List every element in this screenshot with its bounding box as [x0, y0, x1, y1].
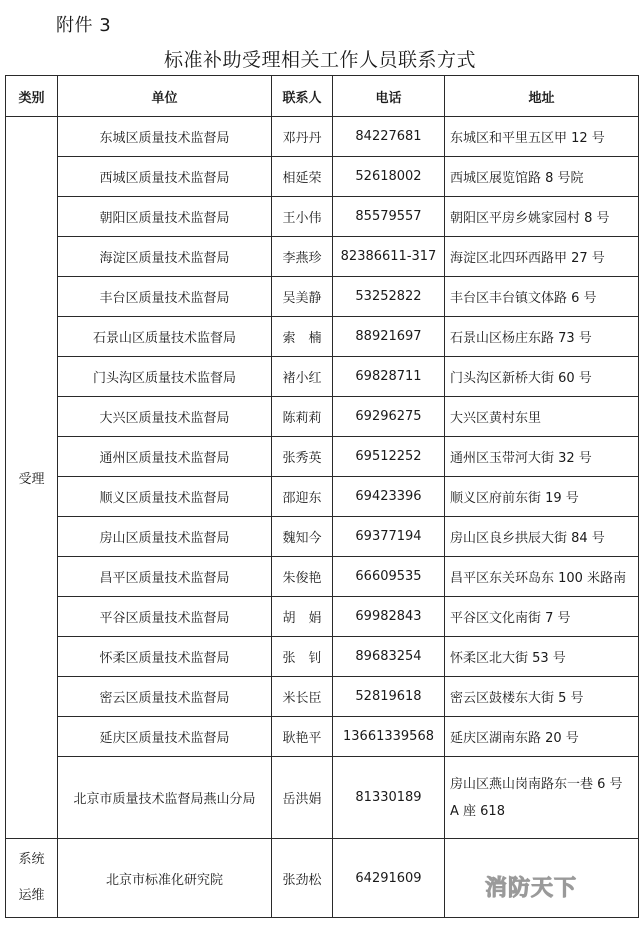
address-cell: 顺义区府前东街 19 号 [445, 477, 639, 517]
category-cell-intake: 受理 [6, 117, 58, 839]
unit-cell: 大兴区质量技术监督局 [58, 397, 272, 437]
address-cell: 门头沟区新桥大街 60 号 [445, 357, 639, 397]
phone-cell: 66609535 [333, 557, 445, 597]
unit-cell: 平谷区质量技术监督局 [58, 597, 272, 637]
phone-cell: 53252822 [333, 277, 445, 317]
address-cell: 丰台区丰台镇文体路 6 号 [445, 277, 639, 317]
address-cell: 石景山区杨庄东路 73 号 [445, 317, 639, 357]
phone-cell: 84227681 [333, 117, 445, 157]
address-cell: 房山区良乡拱辰大街 84 号 [445, 517, 639, 557]
unit-cell: 西城区质量技术监督局 [58, 157, 272, 197]
table-row [6, 677, 639, 717]
contact-cell: 邓丹丹 [272, 117, 333, 157]
address-cell [445, 757, 639, 839]
phone-cell: 69296275 [333, 397, 445, 437]
table-row [6, 157, 639, 197]
phone-cell: 82386611-317 [333, 237, 445, 277]
unit-cell: 房山区质量技术监督局 [58, 517, 272, 557]
contact-cell: 米长臣 [272, 677, 333, 717]
category-line-2: 运维 [18, 888, 45, 903]
phone-cell: 69512252 [333, 437, 445, 477]
contact-cell: 陈莉莉 [272, 397, 333, 437]
unit-cell: 北京市质量技术监督局燕山分局 [58, 757, 272, 839]
contact-cell: 张秀英 [272, 437, 333, 477]
attachment-label: 附件 3 [56, 15, 112, 36]
contact-cell: 褚小红 [272, 357, 333, 397]
phone-cell: 69423396 [333, 477, 445, 517]
address-cell: 平谷区文化南街 7 号 [445, 597, 639, 637]
contact-cell: 耿艳平 [272, 717, 333, 757]
unit-cell: 密云区质量技术监督局 [58, 677, 272, 717]
address-cell: 大兴区黄村东里 [445, 397, 639, 437]
address-cell: 怀柔区北大街 53 号 [445, 637, 639, 677]
unit-cell: 通州区质量技术监督局 [58, 437, 272, 477]
contact-cell: 朱俊艳 [272, 557, 333, 597]
table-row [6, 277, 639, 317]
unit-cell: 北京市标准化研究院 [58, 839, 272, 918]
contact-cell: 相延荣 [272, 157, 333, 197]
phone-cell: 69377194 [333, 517, 445, 557]
contact-cell: 张 钊 [272, 637, 333, 677]
table-row [6, 197, 639, 237]
table-header-row [6, 76, 639, 117]
contact-cell: 吴美静 [272, 277, 333, 317]
category-cell-system-ops [6, 839, 58, 918]
address-cell: 昌平区东关环岛东 100 米路南 [445, 557, 639, 597]
address-cell: 西城区展览馆路 8 号院 [445, 157, 639, 197]
phone-cell: 81330189 [333, 757, 445, 839]
address-line-1: 房山区燕山岗南路东一巷 6 号 [450, 776, 623, 792]
phone-cell: 64291609 [333, 839, 445, 918]
category-line-1: 系统 [18, 852, 45, 867]
unit-cell: 怀柔区质量技术监督局 [58, 637, 272, 677]
table-row [6, 397, 639, 437]
table-row [6, 517, 639, 557]
address-cell: 延庆区湖南东路 20 号 [445, 717, 639, 757]
table-row [6, 597, 639, 637]
header-category: 类别 [6, 76, 58, 117]
header-unit: 单位 [58, 76, 272, 117]
contact-cell: 张劲松 [272, 839, 333, 918]
unit-cell: 海淀区质量技术监督局 [58, 237, 272, 277]
address-cell: 密云区鼓楼东大街 5 号 [445, 677, 639, 717]
header-address: 地址 [445, 76, 639, 117]
phone-cell: 69982843 [333, 597, 445, 637]
table-row [6, 637, 639, 677]
contact-cell: 索 楠 [272, 317, 333, 357]
document-title: 标准补助受理相关工作人员联系方式 [163, 49, 476, 71]
phone-cell: 88921697 [333, 317, 445, 357]
contacts-table [5, 75, 639, 918]
phone-cell: 85579557 [333, 197, 445, 237]
phone-cell: 89683254 [333, 637, 445, 677]
unit-cell: 东城区质量技术监督局 [58, 117, 272, 157]
table-row [6, 437, 639, 477]
address-cell: 朝阳区平房乡姚家园村 8 号 [445, 197, 639, 237]
contact-cell: 王小伟 [272, 197, 333, 237]
unit-cell: 石景山区质量技术监督局 [58, 317, 272, 357]
unit-cell: 顺义区质量技术监督局 [58, 477, 272, 517]
phone-cell: 13661339568 [333, 717, 445, 757]
contact-cell: 邵迎东 [272, 477, 333, 517]
contact-cell: 胡 娟 [272, 597, 333, 637]
address-cell: 海淀区北四环西路甲 27 号 [445, 237, 639, 277]
unit-cell: 昌平区质量技术监督局 [58, 557, 272, 597]
header-contact: 联系人 [272, 76, 333, 117]
table-row [6, 237, 639, 277]
unit-cell: 延庆区质量技术监督局 [58, 717, 272, 757]
contact-cell: 李燕珍 [272, 237, 333, 277]
phone-cell: 69828711 [333, 357, 445, 397]
table-row [6, 477, 639, 517]
table-row [6, 357, 639, 397]
phone-cell: 52618002 [333, 157, 445, 197]
table-row [6, 757, 639, 839]
phone-cell: 52819618 [333, 677, 445, 717]
unit-cell: 门头沟区质量技术监督局 [58, 357, 272, 397]
contact-cell: 岳洪娟 [272, 757, 333, 839]
unit-cell: 朝阳区质量技术监督局 [58, 197, 272, 237]
watermark-logo: 消防天下 [485, 876, 578, 901]
unit-cell: 丰台区质量技术监督局 [58, 277, 272, 317]
table-row [6, 317, 639, 357]
contact-cell: 魏知今 [272, 517, 333, 557]
address-cell: 通州区玉带河大街 32 号 [445, 437, 639, 477]
header-phone: 电话 [333, 76, 445, 117]
address-line-2: A 座 618 [450, 803, 505, 819]
table-row [6, 717, 639, 757]
table-row [6, 557, 639, 597]
table-row [6, 117, 639, 157]
address-cell: 东城区和平里五区甲 12 号 [445, 117, 639, 157]
